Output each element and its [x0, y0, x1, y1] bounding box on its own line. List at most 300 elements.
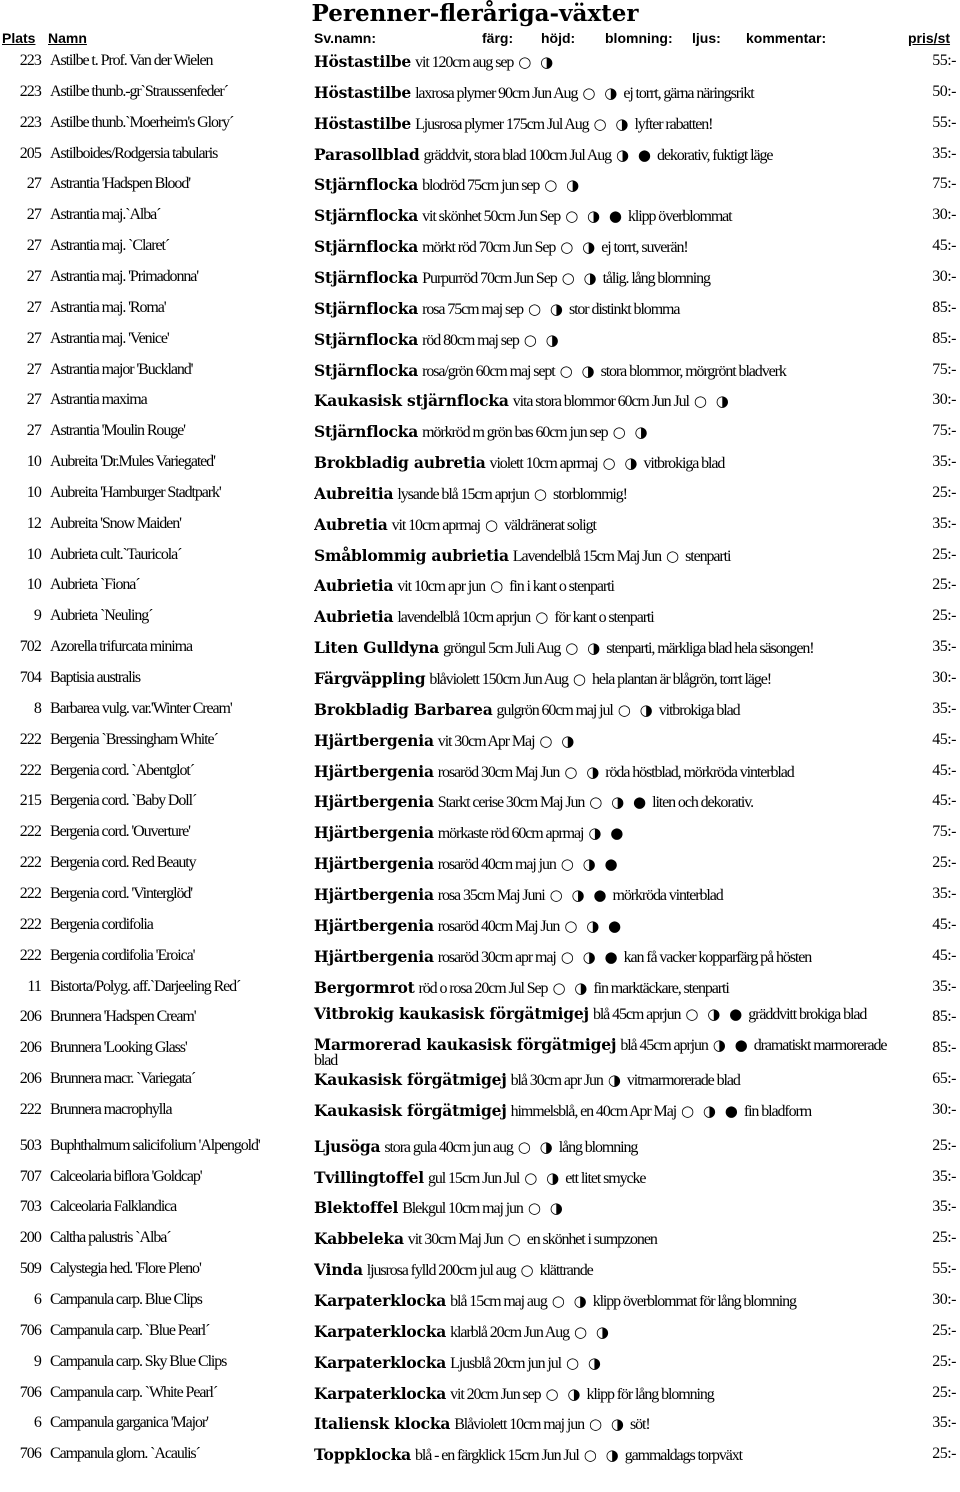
comment: mörkröda vinterblad: [612, 886, 723, 904]
table-row: [0, 697, 960, 728]
price-cell: 35:-: [932, 1167, 956, 1185]
latin-name-cell: Baptisia australis: [50, 669, 140, 686]
light-requirement-icons: ○ ◑: [539, 731, 577, 750]
color-height-bloom: Ljusblå 20cm jun jul: [450, 1354, 562, 1372]
light-requirement-icons: ○ ◑: [574, 1322, 611, 1341]
color-height-bloom: blå - en färgklick 15cm Jun Jul: [414, 1447, 579, 1465]
color-height-bloom: rosa/grön 60cm maj sept: [422, 362, 555, 380]
light-requirement-icons: ○ ◑: [617, 700, 655, 719]
plats-cell: 206: [19, 1070, 41, 1088]
header-ljus: ljus:: [692, 30, 721, 46]
light-requirement-icons: ○ ◑ ●: [685, 1005, 745, 1024]
description-cell: [314, 268, 912, 288]
light-requirement-icons: ○ ◑: [551, 1292, 589, 1310]
plats-cell: 206: [19, 1039, 41, 1057]
table-row: [0, 265, 960, 296]
latin-name-cell: Azorella trifurcata minima: [50, 638, 192, 656]
swedish-name: Stjärnflocka: [314, 298, 419, 318]
price-cell: 35:-: [932, 638, 956, 656]
latin-name-cell: Astrantia maj. `Claret´: [50, 237, 170, 255]
color-height-bloom: rosaröd 40cm maj jun: [437, 856, 556, 874]
plats-cell: 222: [19, 854, 41, 872]
latin-name-cell: Bergenia cord. `Baby Doll´: [50, 792, 197, 810]
description-cell: [314, 1137, 912, 1157]
light-requirement-icons: ○ ◑: [602, 454, 640, 473]
plats-cell: 206: [19, 1008, 41, 1026]
latin-name-cell: Aubrieta cult.`Tauricola´: [50, 545, 182, 563]
latin-name-cell: Brunnera 'Looking Glass': [50, 1039, 187, 1057]
swedish-name: Hjärtbergenia: [314, 823, 434, 843]
price-cell: 45:-: [932, 237, 956, 255]
swedish-name: Tvillingtoffel: [314, 1167, 424, 1187]
color-height-bloom: rosa 35cm Maj Juni: [437, 886, 545, 904]
light-requirement-icons: ○ ◑: [524, 1168, 562, 1187]
latin-name-cell: Aubrieta `Fiona´: [50, 576, 140, 594]
swedish-name: Kaukasisk stjärnflocka: [314, 391, 509, 411]
plats-cell: 702: [19, 638, 41, 656]
swedish-name: Aubretia: [314, 514, 388, 534]
swedish-name: Brokbladig aubretia: [314, 453, 486, 473]
description-cell: [314, 1037, 912, 1068]
color-height-bloom: gul 15cm Jun Jul: [427, 1169, 520, 1187]
table-row: [0, 1350, 960, 1381]
table-row: [0, 944, 960, 975]
swedish-name: Parasollblad: [314, 144, 420, 164]
swedish-name: Brokbladig Barbarea: [314, 699, 493, 719]
comment: storblommig!: [552, 485, 627, 503]
light-requirement-icons: ○ ◑: [544, 176, 582, 195]
color-height-bloom: Lavendelblå 15cm Maj Jun: [512, 547, 662, 565]
table-row: [0, 327, 960, 358]
color-height-bloom: blodröd 75cm jun sep: [422, 177, 540, 195]
swedish-name: Hjärtbergenia: [314, 915, 434, 935]
light-requirement-icons: ○ ◑: [552, 978, 590, 997]
description-cell: [314, 731, 912, 751]
light-requirement-icons: ○: [533, 484, 549, 503]
description-cell: [314, 947, 912, 967]
description-cell: [314, 515, 912, 535]
table-row: [0, 49, 960, 80]
light-requirement-icons: ○: [507, 1230, 523, 1249]
plats-cell: 27: [26, 237, 41, 255]
plats-cell: 215: [19, 792, 41, 810]
color-height-bloom: laxrosa plymer 90cm Jun Aug: [415, 84, 578, 102]
light-requirement-icons: ○ ◑ ●: [549, 885, 609, 904]
description-cell: [314, 175, 912, 195]
latin-name-cell: Brunnera macr. `Variegata´: [50, 1070, 196, 1088]
description-cell: [314, 576, 912, 596]
color-height-bloom: vit 10cm apr jun: [397, 578, 486, 596]
plats-cell: 509: [19, 1260, 41, 1278]
description-cell: [314, 700, 912, 720]
latin-name-cell: Aubreita 'Snow Maiden': [50, 514, 181, 532]
table-row: [0, 172, 960, 203]
price-cell: 35:-: [932, 514, 956, 532]
light-requirement-icons: ○: [520, 1261, 536, 1280]
price-cell: 45:-: [932, 792, 956, 810]
table-row: [0, 1381, 960, 1412]
table-row: [0, 543, 960, 574]
latin-name-cell: Buphthalmum salicifolium 'Alpengold': [50, 1136, 260, 1154]
description-cell: [314, 916, 912, 936]
price-cell: 25:-: [932, 1321, 956, 1339]
swedish-name: Italiensk klocka: [314, 1414, 451, 1434]
color-height-bloom: violett 10cm aprmaj: [489, 455, 598, 473]
plats-cell: 8: [33, 699, 41, 717]
latin-name-cell: Bergenia cord. Red Beauty: [50, 854, 196, 872]
comment: lyfter rabatten!: [634, 115, 713, 133]
plats-cell: 706: [19, 1321, 41, 1339]
plats-cell: 6: [33, 1291, 41, 1308]
light-requirement-icons: ○ ◑: [589, 1415, 626, 1434]
price-cell: 25:-: [932, 483, 956, 501]
comment: klipp överblommat för lång blomning: [592, 1293, 796, 1310]
price-cell: 65:-: [932, 1070, 956, 1088]
light-requirement-icons: ○ ◑ ●: [681, 1101, 740, 1120]
description-cell: [314, 638, 912, 658]
table-row: [0, 512, 960, 543]
price-cell: 55:-: [932, 52, 956, 69]
plats-cell: 27: [26, 175, 41, 193]
price-cell: 35:-: [932, 1414, 956, 1432]
swedish-name: Hjärtbergenia: [314, 884, 434, 904]
swedish-name: Stjärnflocka: [314, 267, 419, 287]
light-requirement-icons: ○ ◑: [566, 1353, 603, 1372]
light-requirement-icons: ○ ◑: [560, 238, 598, 257]
swedish-name: Stjärnflocka: [314, 329, 419, 349]
description-cell: [314, 1291, 912, 1311]
price-cell: 75:-: [932, 175, 956, 193]
light-requirement-icons: ○ ◑: [518, 53, 556, 71]
latin-name-cell: Calceolaria biflora 'Goldcap': [50, 1167, 202, 1185]
description-cell: [314, 546, 912, 566]
price-cell: 35:-: [932, 884, 956, 902]
latin-name-cell: Bergenia cordifolia 'Eroica': [50, 946, 195, 964]
comment: fin marktäckare, stenparti: [593, 979, 729, 997]
description-cell: [314, 1198, 912, 1218]
comment: ej torrt, gärna näringsrikt: [623, 84, 754, 102]
table-row: [0, 1288, 960, 1319]
color-height-bloom: rosa 75cm maj sep: [422, 300, 523, 318]
description-cell: [314, 52, 912, 72]
description-cell: [314, 1260, 912, 1280]
comment: stor distinkt blomma: [568, 300, 680, 318]
color-height-bloom: röd o rosa 20cm Jul Sep: [418, 979, 548, 997]
swedish-name: Karpaterklocka: [314, 1383, 447, 1403]
header-svnamn: Sv.namn:: [314, 30, 376, 46]
color-height-bloom: himmelsblå, en 40cm Apr Maj: [510, 1102, 677, 1120]
price-cell: 25:-: [932, 607, 956, 625]
table-row: [0, 1067, 960, 1098]
light-requirement-icons: ○ ◑: [527, 299, 565, 318]
color-height-bloom: blå 45cm aprjun: [620, 1037, 708, 1055]
swedish-name: Småblommig aubrietia: [314, 545, 509, 565]
plats-cell: 707: [19, 1167, 41, 1185]
header-plats: Plats: [2, 30, 36, 46]
price-cell: 45:-: [932, 730, 956, 748]
color-height-bloom: blå 30cm apr Jun: [510, 1072, 603, 1090]
swedish-name: Kaukasisk förgätmigej: [314, 1100, 507, 1120]
description-cell: [314, 1168, 912, 1188]
latin-name-cell: Caltha palustris `Alba´: [50, 1229, 171, 1247]
page-title: Perenner-fleråriga-växter: [311, 0, 639, 27]
price-cell: 35:-: [932, 144, 956, 162]
table-row: [0, 1442, 960, 1473]
latin-name-cell: Bistorta/Polyg. aff.`Darjeeling Red´: [50, 977, 241, 995]
column-header-row: [0, 30, 960, 48]
price-cell: 50:-: [932, 82, 956, 100]
light-requirement-icons: ○ ◑: [523, 330, 561, 349]
comment: liten och dekorativ.: [652, 794, 754, 812]
plats-cell: 222: [19, 730, 41, 748]
light-requirement-icons: ○ ◑ ●: [589, 793, 649, 812]
comment: ej torrt, suverän!: [601, 239, 688, 257]
light-requirement-icons: ○ ◑: [612, 423, 650, 442]
description-cell: [314, 1384, 912, 1404]
price-cell: 85:-: [932, 1008, 956, 1026]
description-cell: [314, 978, 912, 998]
latin-name-cell: Campanula carp. `White Pearl´: [50, 1383, 218, 1401]
color-height-bloom: mörkt röd 70cm Jun Sep: [422, 239, 556, 257]
table-row: [0, 481, 960, 512]
color-height-bloom: lysande blå 15cm aprjun: [397, 485, 529, 503]
comment: fin i kant o stenparti: [509, 578, 614, 596]
swedish-name: Hjärtbergenia: [314, 761, 434, 781]
light-requirement-icons: ○ ◑: [517, 1137, 555, 1156]
plats-cell: 222: [19, 915, 41, 933]
color-height-bloom: Blåviolett 10cm maj jun: [454, 1416, 585, 1434]
plats-cell: 706: [19, 1383, 41, 1401]
price-cell: 30:-: [932, 1291, 956, 1308]
color-height-bloom: vit 30cm Maj Jun: [407, 1231, 503, 1249]
comment: gammaldags torpväxt: [624, 1447, 743, 1465]
price-cell: 30:-: [932, 206, 956, 224]
description-cell: [314, 669, 912, 689]
swedish-name: Hjärtbergenia: [314, 854, 434, 874]
color-height-bloom: mörkaste röd 60cm aprmaj: [437, 825, 584, 843]
swedish-name: Stjärnflocka: [314, 422, 419, 442]
color-height-bloom: Ljusrosa plymer 175cm Jul Aug: [415, 115, 589, 133]
latin-name-cell: Campanula carp. Sky Blue Clips: [50, 1352, 227, 1370]
latin-name-cell: Aubreita 'Hamburger Stadtpark': [50, 483, 221, 501]
light-requirement-icons: ○ ◑: [545, 1384, 583, 1403]
swedish-name: Stjärnflocka: [314, 175, 419, 195]
plats-cell: 503: [19, 1136, 41, 1154]
color-height-bloom: Starkt cerise 30cm Maj Jun: [437, 794, 585, 812]
swedish-name: Toppklocka: [314, 1445, 411, 1465]
table-row: [0, 789, 960, 820]
plats-cell: 222: [19, 884, 41, 902]
description-cell: [314, 83, 912, 103]
price-cell: 55:-: [932, 1260, 956, 1278]
color-height-bloom: Blekgul 10cm maj jun: [402, 1200, 523, 1218]
light-requirement-icons: ○: [535, 608, 551, 627]
latin-name-cell: Calystegia hed. 'Flore Pleno': [50, 1260, 201, 1278]
swedish-name: Blektoffel: [314, 1198, 399, 1218]
comment: lång blomning: [558, 1138, 638, 1156]
table-row: [0, 635, 960, 666]
description-cell: [314, 1229, 912, 1249]
description-cell: [314, 484, 912, 504]
description-cell: [314, 1070, 912, 1090]
comment: klättrande: [539, 1262, 593, 1280]
price-cell: 25:-: [932, 1383, 956, 1401]
comment: tålig. lång blomning: [602, 269, 710, 287]
table-row: [0, 759, 960, 790]
plats-cell: 9: [33, 1352, 41, 1370]
description-cell: [314, 823, 912, 843]
latin-name-cell: Astrantia 'Hadspen Blood': [50, 175, 191, 193]
latin-name-cell: Bergenia cordifolia: [50, 915, 153, 933]
color-height-bloom: vit 120cm aug sep: [415, 54, 514, 71]
swedish-name: Hjärtbergenia: [314, 730, 434, 750]
color-height-bloom: gräddvit, stora blad 100cm Jul Aug: [423, 146, 612, 164]
light-requirement-icons: ○ ◑: [593, 114, 631, 133]
latin-name-cell: Astilbe thunb.-gr`Straussenfeder´: [50, 82, 228, 100]
table-row: [0, 975, 960, 1006]
latin-name-cell: Bergenia cord. 'Ouverture': [50, 823, 190, 841]
latin-name-cell: Bergenia `Bressingham White´: [50, 730, 218, 748]
color-height-bloom: vit 20cm Jun sep: [450, 1385, 541, 1403]
comment: vitbrokiga blad: [643, 455, 725, 473]
plats-cell: 222: [19, 761, 41, 779]
plats-cell: 703: [19, 1198, 41, 1216]
light-requirement-icons: ◑ ●: [616, 145, 653, 164]
plats-cell: 11: [27, 977, 41, 995]
table-row: [0, 1035, 960, 1070]
comment: klipp för lång blomning: [586, 1385, 714, 1403]
latin-name-cell: Astrantia maj. 'Roma': [50, 298, 166, 316]
table-row: [0, 203, 960, 234]
swedish-name: Höstastilbe: [314, 52, 412, 71]
table-row: [0, 1226, 960, 1257]
plats-cell: 12: [26, 514, 41, 532]
light-requirement-icons: ○: [485, 515, 501, 534]
description-cell: [314, 361, 912, 381]
price-cell: 75:-: [932, 422, 956, 440]
light-requirement-icons: ○ ◑: [565, 639, 603, 658]
price-cell: 30:-: [932, 1100, 956, 1118]
light-requirement-icons: ○: [666, 546, 682, 565]
swedish-name: Höstastilbe: [314, 82, 412, 102]
light-requirement-icons: ○ ◑: [559, 361, 597, 380]
comment: stenparti: [685, 547, 731, 565]
plats-cell: 27: [26, 329, 41, 347]
latin-name-cell: Astilbe t. Prof. Van der Wielen: [50, 52, 213, 69]
color-height-bloom: stora gula 40cm jun aug: [384, 1138, 513, 1156]
plats-cell: 223: [19, 82, 41, 100]
color-height-bloom: rosaröd 30cm Maj Jun: [437, 763, 560, 781]
latin-name-cell: Aubrieta `Neuling´: [50, 607, 153, 625]
light-requirement-icons: ○ ◑ ●: [560, 947, 620, 966]
swedish-name: Vinda: [314, 1260, 363, 1280]
description-cell: [314, 330, 912, 350]
header-blomning: blomning:: [605, 30, 673, 46]
table-row: [0, 1134, 960, 1165]
table-row: [0, 450, 960, 481]
light-requirement-icons: ○: [572, 670, 588, 688]
table-row: [0, 234, 960, 265]
description-cell: [314, 206, 912, 226]
color-height-bloom: gulgrön 60cm maj jul: [496, 701, 613, 719]
table-row: [0, 820, 960, 851]
plats-cell: 222: [19, 1100, 41, 1118]
swedish-name: Höstastilbe: [314, 113, 412, 133]
latin-name-cell: Campanula garganica 'Major': [50, 1414, 208, 1432]
comment: hela plantan är blågrön, torrt läge!: [592, 671, 771, 688]
plats-cell: 200: [19, 1229, 41, 1247]
plats-cell: 27: [26, 206, 41, 224]
price-cell: 30:-: [932, 669, 956, 686]
price-cell: 25:-: [932, 1352, 956, 1370]
color-height-bloom: lavendelblå 10cm aprjun: [397, 609, 531, 627]
plats-cell: 222: [19, 823, 41, 841]
description-cell: [314, 391, 912, 411]
plats-cell: 6: [33, 1414, 41, 1432]
description-cell: [314, 1353, 912, 1373]
description-cell: [314, 854, 912, 874]
description-cell: [314, 762, 912, 782]
latin-name-cell: Aubreita 'Dr.Mules Variegated': [50, 453, 215, 471]
table-row: [0, 1411, 960, 1442]
price-cell: 45:-: [932, 761, 956, 779]
price-cell: 85:-: [932, 298, 956, 316]
comment: stenparti, märkliga blad hela säsongen!: [606, 640, 814, 658]
light-requirement-icons: ○ ◑: [582, 83, 620, 102]
latin-name-cell: Campanula carp. Blue Clips: [50, 1291, 202, 1308]
plats-cell: 27: [26, 298, 41, 316]
color-height-bloom: rosaröd 40cm Maj Jun: [437, 917, 560, 935]
comment: söt!: [629, 1416, 650, 1434]
table-row: [0, 1195, 960, 1226]
swedish-name: Karpaterklocka: [314, 1321, 447, 1341]
color-height-bloom: rosaröd 30cm apr maj: [437, 948, 556, 966]
light-requirement-icons: ◑ ●: [712, 1036, 750, 1055]
swedish-name: Karpaterklocka: [314, 1352, 447, 1372]
light-requirement-icons: ◑ ●: [588, 824, 626, 843]
price-cell: 35:-: [932, 977, 956, 995]
description-cell: [314, 299, 912, 319]
color-height-bloom: vit 10cm aprmaj: [391, 516, 481, 534]
comment: för kant o stenparti: [554, 609, 654, 627]
table-row: [0, 913, 960, 944]
comment: dekorativ, fuktigt läge: [656, 146, 773, 164]
swedish-name: Aubreitia: [314, 483, 394, 503]
latin-name-cell: Astrantia maxima: [50, 391, 147, 409]
swedish-name: Hjärtbergenia: [314, 946, 434, 966]
latin-name-cell: Campanula glom. `Acaulis´: [50, 1445, 200, 1463]
price-cell: 25:-: [932, 576, 956, 594]
comment: vitbrokiga blad: [658, 701, 740, 719]
swedish-name: Kaukasisk förgätmigej: [314, 1070, 507, 1090]
light-requirement-icons: ○ ◑: [527, 1199, 565, 1218]
comment: kan få vacker kopparfärg på hösten: [623, 948, 812, 966]
plats-cell: 10: [26, 453, 41, 471]
comment: röda höstblad, mörkröda vinterblad: [605, 763, 794, 781]
plats-cell: 10: [26, 483, 41, 501]
header-hojd: höjd:: [541, 30, 576, 46]
description-cell: [314, 1322, 912, 1342]
swedish-name: Marmorerad kaukasisk förgätmigej: [314, 1035, 617, 1055]
table-row: [0, 851, 960, 882]
comment: fin bladform: [743, 1102, 812, 1120]
table-row: [0, 111, 960, 142]
price-cell: 25:-: [932, 1136, 956, 1154]
table-row: [0, 358, 960, 389]
table-row: [0, 80, 960, 111]
plats-cell: 10: [26, 545, 41, 563]
price-cell: 85:-: [932, 329, 956, 347]
